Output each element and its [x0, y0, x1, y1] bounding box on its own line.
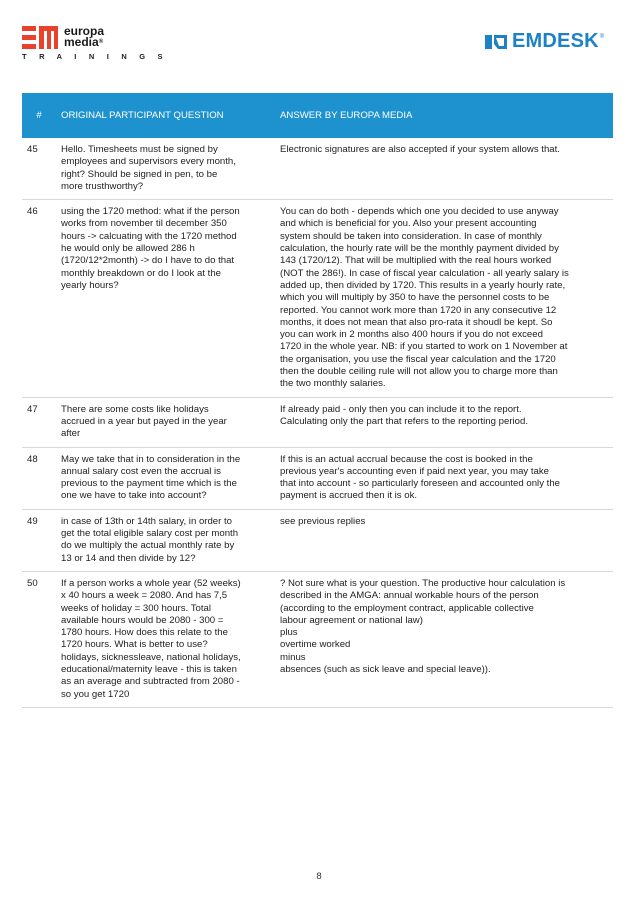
- answer-cell: [275, 138, 613, 200]
- question-cell: [56, 200, 275, 397]
- em-logo-icon: [22, 26, 58, 50]
- question-line: (1720/12*2month) -> do I have to do that: [61, 255, 235, 267]
- question-line: right? Should be signed in pen, to be: [61, 168, 218, 180]
- row-number: 50: [22, 571, 56, 707]
- question-line: available hours would be 2080 - 300 =: [61, 614, 224, 626]
- question-line: holidays, sicknessleave, national holidays,: [61, 651, 241, 663]
- answer-line: labour agreement or national law): [280, 614, 423, 626]
- question-line: yearly hours?: [61, 279, 119, 291]
- answer-line: previous year's accounting even if paid next year, you may take: [280, 465, 550, 477]
- answer-cell: [275, 509, 613, 571]
- answer-cell: [275, 200, 613, 397]
- answer-line: 1720 in the whole year. NB: if you started to work on 1 November at: [280, 341, 568, 353]
- answer-line: see previous replies: [280, 515, 366, 527]
- logo-line-1: europa: [64, 24, 105, 38]
- emdesk-registered-mark: ®: [599, 33, 605, 40]
- answer-line: payment is accrued then it is ok.: [280, 490, 418, 502]
- question-line: There are some costs like holidays: [61, 403, 209, 415]
- answer-line: the organisation, you use the fiscal year calculation and the 1720: [280, 353, 556, 365]
- question-line: using the 1720 method: what if the person: [61, 206, 240, 218]
- emdesk-logo-icon: [484, 32, 508, 52]
- table-header-row: [22, 93, 613, 138]
- answer-line: Electronic signatures are also accepted if your system allows that.: [280, 144, 560, 155]
- table-row: [22, 138, 613, 200]
- question-line: 1720 hours. What is better to use?: [61, 639, 208, 651]
- question-cell: [56, 397, 275, 447]
- row-number: 48: [22, 447, 56, 509]
- emdesk-logo: [484, 30, 604, 53]
- header-question: ORIGINAL PARTICIPANT QUESTION: [56, 93, 275, 138]
- question-line: May we take that in to consideration in the: [61, 453, 241, 465]
- question-line: Hello. Timesheets must be signed by: [61, 144, 218, 155]
- question-line: monthly breakdown or do I look at the: [61, 267, 221, 279]
- answer-line: the two monthly salaries.: [280, 378, 386, 390]
- question-line: one we have to take into account?: [61, 490, 207, 502]
- question-cell: [56, 447, 275, 509]
- answer-line: described in the AMGA: annual workable hours of the person: [280, 590, 539, 602]
- question-line: educational/maternity leave - this is taken: [61, 663, 237, 675]
- answer-line: You can do both - depends which one you decided to use anyway: [280, 206, 559, 218]
- question-line: more trusthworthy?: [61, 180, 144, 192]
- answer-line: system should be taken into consideration. In case of monthly: [280, 230, 542, 242]
- question-line: 13 or 14 and then divide by 12?: [61, 552, 196, 564]
- table-row: [22, 571, 613, 707]
- table-row: [22, 509, 613, 571]
- question-line: If a person works a whole year (52 weeks): [61, 577, 241, 589]
- europa-media-logo: [22, 26, 104, 50]
- emdesk-wordmark: EMDESK: [512, 30, 599, 52]
- europa-media-wordmark: [64, 26, 104, 48]
- answer-line: overtime worked: [280, 639, 351, 651]
- answer-line: ? Not sure what is your question. The productive hour calculation is: [280, 577, 566, 589]
- table-row: [22, 397, 613, 447]
- logo-line-2: media®: [64, 35, 104, 49]
- answer-line: that into account - so particularly foreseen and accounted only the: [280, 478, 560, 490]
- answer-line: months, it does not mean that also pro-rata it shoudl be kept. So: [280, 316, 553, 328]
- answer-line: reported. You cannot work more than 1720 in any consecutive 12: [280, 304, 557, 316]
- answer-line: minus: [280, 651, 306, 663]
- question-line: accrued in a year but payed in the year: [61, 415, 227, 427]
- answer-line: added up, then divided by 1720. This results in a yearly hourly rate,: [280, 279, 566, 291]
- qa-table: [22, 93, 613, 708]
- answer-line: then the double ceiling rule will not allow you to charge more than: [280, 366, 558, 378]
- question-line: 1780 hours. How does this relate to the: [61, 627, 228, 639]
- question-cell: [56, 509, 275, 571]
- answer-line: If already paid - only then you can include it to the report.: [280, 403, 522, 415]
- question-line: as an average and subtracted from 2080 -: [61, 676, 240, 688]
- question-line: he would only be allowed 286 h: [61, 243, 195, 255]
- answer-line: Calculating only the part that refers to the reporting period.: [280, 415, 528, 427]
- answer-line: which you will multiply by 350 to have the personnel costs to be: [280, 292, 550, 304]
- page-number: 8: [316, 871, 322, 882]
- answer-line: 143 (1720/12). That will be multiplied with the real hours worked: [280, 255, 552, 267]
- question-line: works from november til december 350: [61, 218, 227, 230]
- question-line: so you get 1720: [61, 688, 130, 700]
- answer-line: (NOT the 286!). In case of fiscal year calculation - all yearly salary is: [280, 267, 569, 279]
- answer-cell: [275, 447, 613, 509]
- question-cell: [56, 138, 275, 200]
- question-line: x 40 hours a week = 2080. And has 7,5: [61, 590, 228, 602]
- question-line: employees and supervisors every month,: [61, 156, 236, 168]
- question-line: get the total eligible salary cost per month: [61, 528, 239, 540]
- answer-line: calculation, the hourly rate will be the monthly payment divided by: [280, 243, 559, 255]
- row-number: 47: [22, 397, 56, 447]
- header-answer: ANSWER BY EUROPA MEDIA: [275, 93, 613, 138]
- question-cell: [56, 571, 275, 707]
- answer-cell: [275, 397, 613, 447]
- answer-line: you can work in 2 months also 400 hours if you do not exceed: [280, 329, 543, 341]
- row-number: 46: [22, 200, 56, 397]
- question-line: annual salary cost even the accrual is: [61, 465, 221, 477]
- question-line: previous to the payment time which is the: [61, 478, 237, 490]
- table-row: [22, 447, 613, 509]
- answer-line: and which is beneficial for you. Also your present accounting: [280, 218, 537, 230]
- answer-line: (according to the employment contract, applicable collective: [280, 602, 534, 614]
- answer-line: absences (such as sick leave and special leave)).: [280, 663, 491, 675]
- question-line: hours -> calcuating with the 1720 method: [61, 230, 237, 242]
- answer-cell: [275, 571, 613, 707]
- question-line: do we multiply the actual monthly rate by: [61, 540, 235, 552]
- answer-line: If this is an actual accrual because the cost is booked in the: [280, 453, 533, 465]
- trainings-subtitle: T R A I N I N G S: [22, 52, 168, 61]
- question-line: after: [61, 428, 81, 440]
- question-line: in case of 13th or 14th salary, in order to: [61, 515, 233, 527]
- header-number: #: [22, 93, 56, 138]
- question-line: weeks of holiday = 300 hours. Total: [61, 602, 211, 614]
- answer-line: plus: [280, 627, 298, 639]
- table-row: [22, 200, 613, 397]
- row-number: 49: [22, 509, 56, 571]
- row-number: 45: [22, 138, 56, 200]
